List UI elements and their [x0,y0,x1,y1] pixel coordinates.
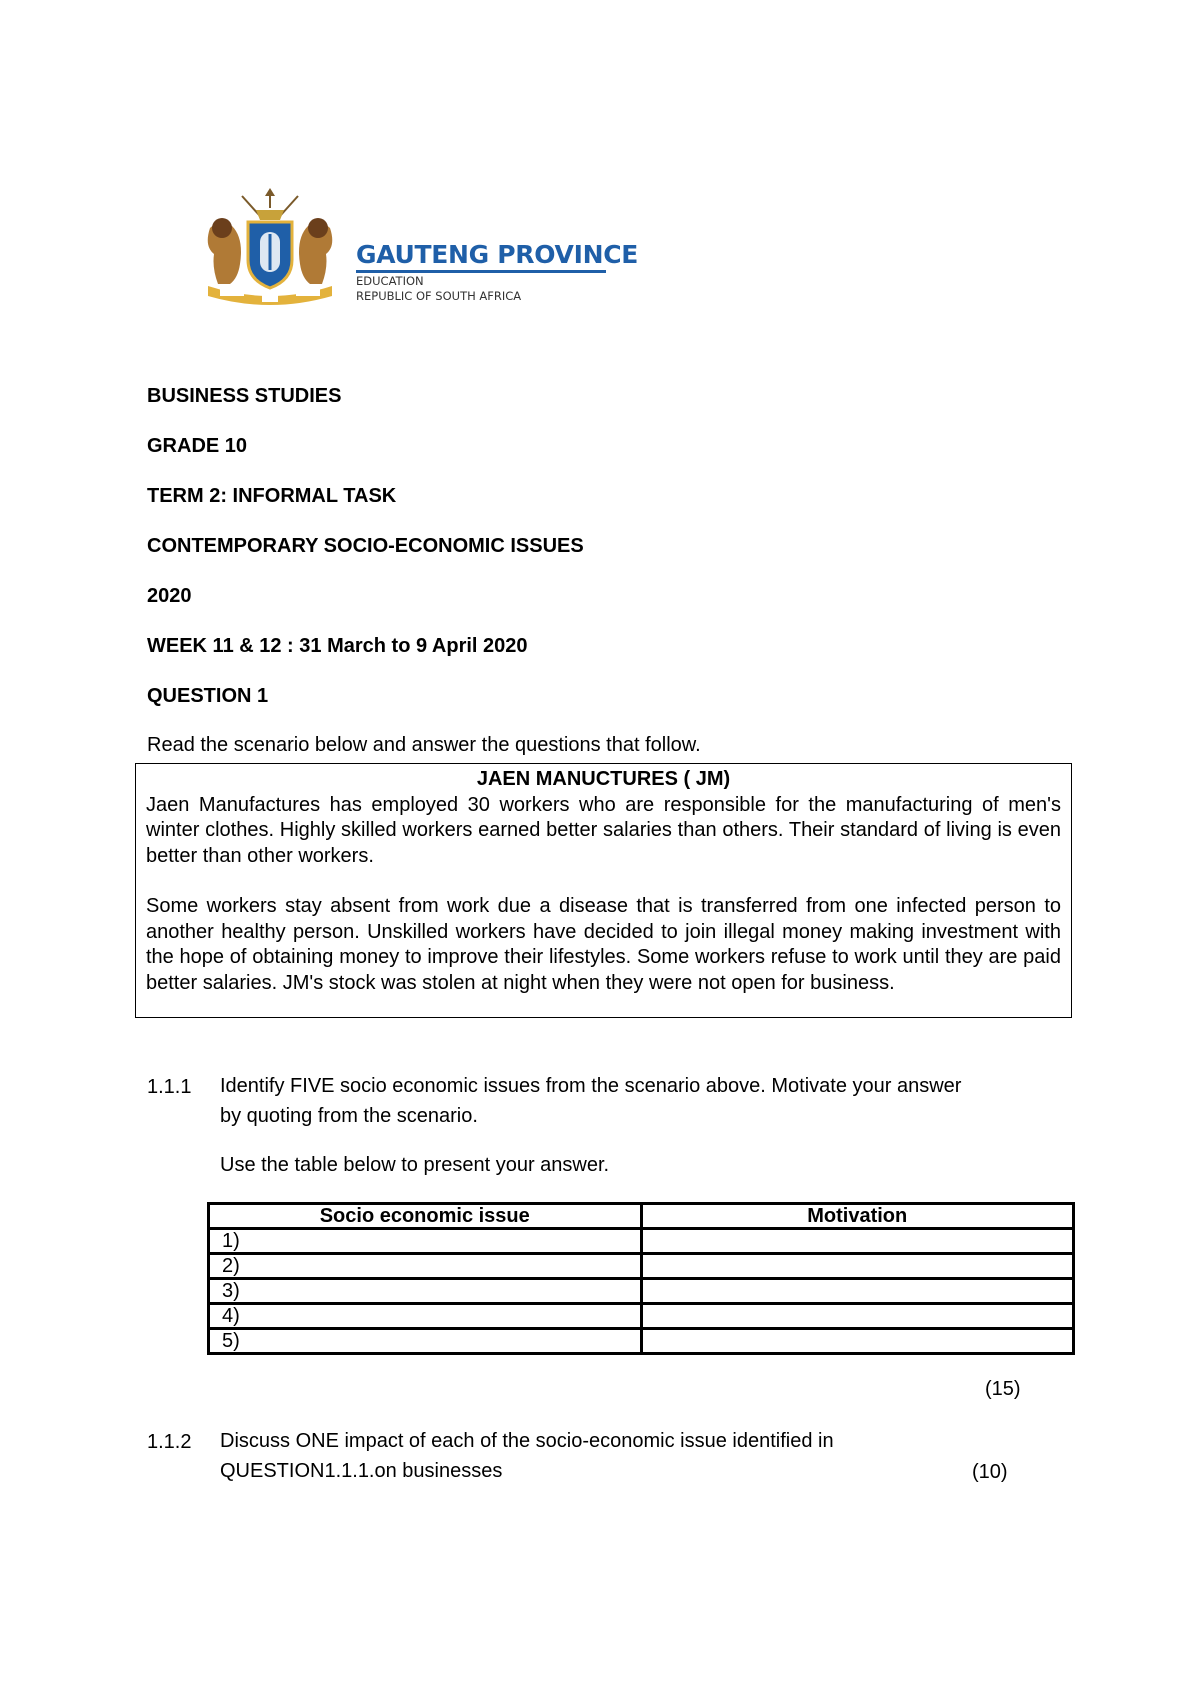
term-heading: TERM 2: INFORMAL TASK [147,485,397,507]
row-number: 4) [209,1304,642,1329]
question-text-line: QUESTION1.1.1.on businesses [220,1460,503,1482]
table-instruction: Use the table below to present your answer. [220,1154,610,1176]
row-number: 2) [209,1254,642,1279]
question-heading: QUESTION 1 [147,685,269,707]
motivation-cell [641,1304,1074,1329]
logo-title: GAUTENG PROVINCE [356,240,639,269]
motivation-cell [641,1254,1074,1279]
question-text-line: by quoting from the scenario. [220,1105,478,1127]
motivation-cell [641,1329,1074,1354]
row-number: 5) [209,1329,642,1354]
row-number: 1) [209,1229,642,1254]
logo-subtitle [356,274,521,304]
marks-1-1-1: (15) [985,1378,1021,1400]
logo-country: REPUBLIC OF SOUTH AFRICA [356,289,522,303]
question-number-1-1-1: 1.1.1 [147,1076,192,1098]
answer-table [207,1202,1075,1355]
year-heading: 2020 [147,585,192,607]
week-heading: WEEK 11 & 12 : 31 March to 9 April 2020 [147,635,528,657]
column-header-motivation: Motivation [641,1204,1074,1229]
table-row [209,1254,1074,1279]
table-row [209,1229,1074,1254]
scenario-paragraph-2: Some workers stay absent from work due a disease that is transferred from one infected person to another healthy person. Unskilled workers have decided to join illegal money making investment with the hope of obtaining money to improve their lifestyles. Some workers refuse to work until they are paid better salaries. JM's stock was stolen at night when they were not open for business. [146,895,1061,994]
question-text-1-1-2 [220,1426,834,1486]
question-text-1-1-1 [220,1071,961,1131]
marks-1-1-2: (10) [972,1461,1008,1483]
scenario-paragraph-1: Jaen Manufactures has employed 30 workers who are responsible for the manufacturing of men's winter clothes. Highly skilled workers earned better salaries than others. Their standard of living is even better than other workers. [146,793,1061,867]
motivation-cell [641,1279,1074,1304]
question-text-line: Identify FIVE socio economic issues from the scenario above. Motivate your answer [220,1075,962,1097]
table-row [209,1279,1074,1304]
question-text-line: Discuss ONE impact of each of the socio-economic issue identified in [220,1430,834,1452]
logo-divider [356,270,606,273]
table-row [209,1304,1074,1329]
table-header-row [209,1204,1074,1229]
intro-text: Read the scenario below and answer the questions that follow. [147,734,701,756]
grade-heading: GRADE 10 [147,435,248,457]
motivation-cell [641,1229,1074,1254]
coat-of-arms-icon [190,188,350,308]
column-header-issue: Socio economic issue [209,1204,642,1229]
question-number-1-1-2: 1.1.2 [147,1431,192,1453]
scenario-box [135,763,1072,1018]
row-number: 3) [209,1279,642,1304]
topic-heading: CONTEMPORARY SOCIO-ECONOMIC ISSUES [147,535,584,557]
scenario-title: JAEN MANUCTURES ( JM) [476,768,731,790]
subject-heading: BUSINESS STUDIES [147,385,342,407]
table-row [209,1329,1074,1354]
logo-dept: EDUCATION [356,274,424,288]
